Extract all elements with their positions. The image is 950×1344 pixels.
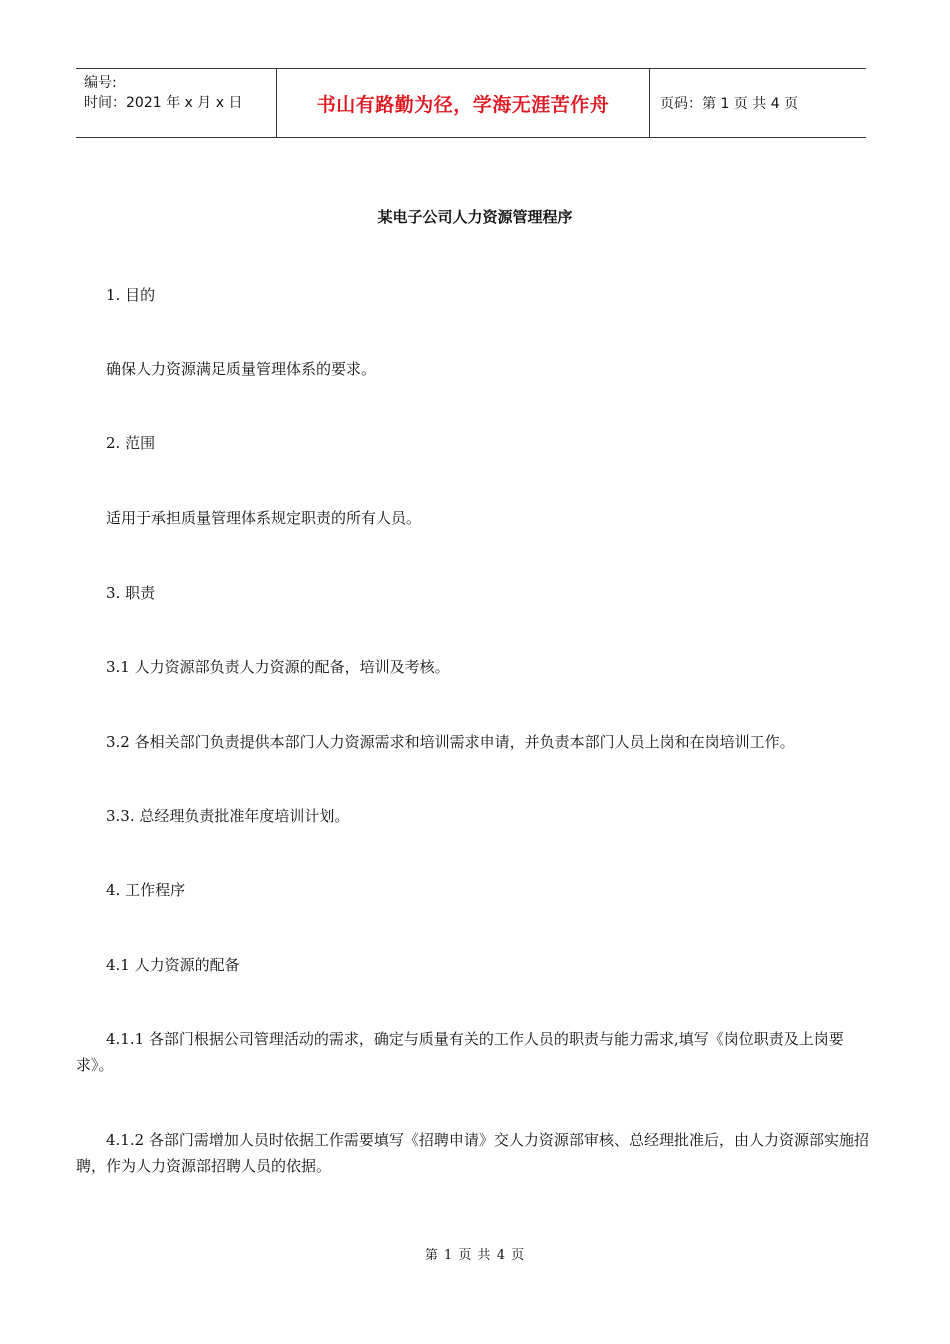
- heading-scope: 2. 范围: [106, 434, 156, 452]
- document-title: 某电子公司人力资源管理程序: [377, 208, 573, 226]
- paragraph-purpose: 确保人力资源满足质量管理体系的要求。: [106, 360, 377, 378]
- header-page-info: 页码：第 1 页 共 4 页: [660, 96, 799, 112]
- header-motto: 书山有路勤为径，学海无涯苦作舟: [277, 69, 650, 137]
- paragraph-4-1-2: 4.1.2 各部门需增加人员时依据工作需要填写《招聘申请》交人力资源部审核、总经理批准后，由人力资源部实施招聘，作为人力资源部招聘人员的依据。: [76, 1131, 869, 1175]
- heading-procedure: 4. 工作程序: [106, 881, 186, 899]
- heading-purpose: 1. 目的: [106, 286, 156, 304]
- paragraph-4-1-1: 4.1.1 各部门根据公司管理活动的需求，确定与质量有关的工作人员的职责与能力需求,填写《岗位职责及上岗要求》。: [76, 1030, 844, 1074]
- paragraph-3-1: 3.1 人力资源部负责人力资源的配备，培训及考核。: [106, 658, 450, 676]
- paragraph-3-3: 3.3. 总经理负责批准年度培训计划。: [106, 807, 350, 825]
- paragraph-3-2: 3.2 各相关部门负责提供本部门人力资源需求和培训需求申请，并负责本部门人员上岗和在岗培训工作。: [106, 733, 795, 751]
- heading-responsibilities: 3. 职责: [106, 584, 156, 602]
- document-date: 时间：2021 年 x 月 x 日: [84, 95, 243, 111]
- heading-4-1: 4.1 人力资源的配备: [106, 956, 240, 974]
- page-footer: 第 1 页 共 4 页: [424, 1248, 526, 1263]
- paragraph-scope: 适用于承担质量管理体系规定职责的所有人员。: [106, 509, 422, 527]
- header-meta: [76, 69, 277, 137]
- document-number-label: 编号:: [84, 75, 117, 91]
- page-header: [76, 68, 866, 138]
